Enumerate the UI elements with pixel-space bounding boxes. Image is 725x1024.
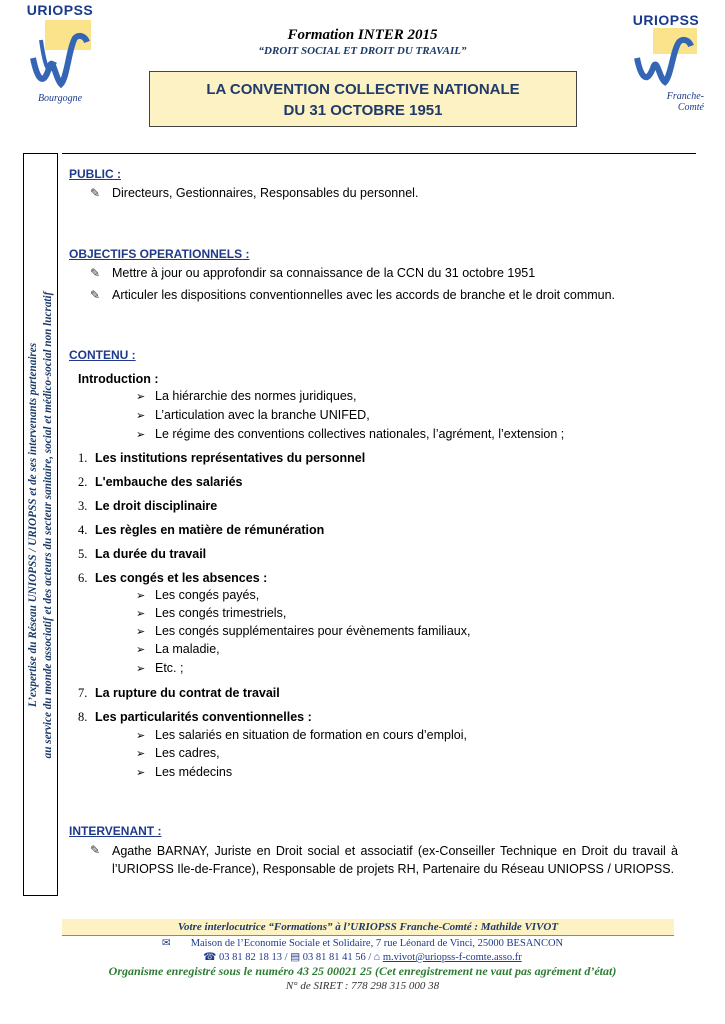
logo-brand: URIOPSS [26, 2, 94, 18]
section-number: 3. [78, 499, 88, 513]
intro-item: L’articulation avec la branche UNIFED, [155, 408, 370, 422]
pen-icon: ✎ [90, 266, 101, 280]
objectifs-heading-colon: : [242, 247, 250, 261]
conges-item: Les congés supplémentaires pour évènements familiaux, [155, 624, 471, 638]
footer-separator: / [284, 952, 288, 963]
section-title: Les congés et les absences : [95, 571, 268, 585]
intervenant-heading-text: INTERVENANT : [69, 824, 162, 838]
conges-item: Les congés payés, [155, 588, 260, 602]
logo-region-line2: Comté [677, 102, 704, 113]
section-title: La durée du travail [95, 547, 207, 561]
logo-region: Bourgogne [37, 93, 83, 104]
intro-item: Le régime des conventions collectives nationales, l’agrément, l’extension ; [155, 427, 565, 441]
section-title: Les institutions représentatives du personnel [95, 451, 366, 465]
section-number: 1. [78, 451, 88, 465]
footer-contact-line [0, 951, 725, 963]
section-title: Le droit disciplinaire [95, 499, 218, 513]
footer-siret: N° de SIRET : 778 298 315 000 38 [285, 980, 440, 992]
footer-email-link[interactable]: m.vivot@uriopss-f-comte.asso.fr [382, 952, 522, 963]
introduction-heading: Introduction : [78, 372, 159, 386]
footer-contact-bar [62, 919, 674, 936]
pen-icon: ✎ [90, 186, 101, 200]
arrow-right-icon: ➢ [136, 590, 146, 602]
particularites-item: Les médecins [155, 765, 233, 779]
intervenant-text: Agathe BARNAY, Juriste en Droit social et associatif (ex-Conseiller Technique en Droit du travail à l’URIOPSS Ile-de-France), Responsable de projets RH, Partenaire du Réseau UNIOPSS / URIOPSS. [112, 844, 678, 876]
section-title: Les règles en matière de rémunération [95, 523, 325, 537]
sidebar-line1: L’expertise du Réseau UNIOPSS / URIOPSS et de ses intervenants partenaires [26, 342, 39, 707]
footer-contact: Votre interlocutrice “Formations” à l’URIOPSS Franche-Comté : Mathilde VIVOT [177, 921, 559, 933]
objectif-item: Articuler les dispositions conventionnelles avec les accords de branche et le droit commun. [112, 288, 616, 302]
envelope-icon: ✉ [161, 938, 171, 949]
intervenant-heading [69, 824, 161, 838]
section-number: 7. [78, 686, 88, 700]
footer-separator: / [368, 952, 372, 963]
conges-item: Les congés trimestriels, [155, 606, 287, 620]
page-title-line1: LA CONVENTION COLLECTIVE NATIONALE [206, 81, 520, 98]
arrow-right-icon: ➢ [136, 391, 146, 403]
footer-registration: Organisme enregistré sous le numéro 43 25 00021 25 (Cet enregistrement ne vaut pas agrément d’état) [108, 964, 617, 978]
arrow-right-icon: ➢ [136, 663, 146, 675]
mouse-icon: ⌂ [373, 952, 381, 963]
particularites-item: Les salariés en situation de formation en cours d’emploi, [155, 728, 467, 742]
sidebar-line2: au service du monde associatif et des acteurs du secteur sanitaire, social et médico-social non lucratif [41, 291, 54, 758]
phone-icon: ☎ [203, 952, 217, 963]
conges-item: La maladie, [155, 642, 220, 656]
objectifs-heading-text: OBJECTIFS OPERATIONNELS [69, 247, 243, 261]
section-number: 4. [78, 523, 88, 537]
intro-item: La hiérarchie des normes juridiques, [155, 389, 357, 403]
pen-icon: ✎ [90, 843, 101, 857]
section-title: L'embauche des salariés [95, 475, 243, 489]
logo-brand: URIOPSS [632, 12, 700, 28]
section-title: Les particularités conventionnelles : [95, 710, 312, 724]
public-item: Directeurs, Gestionnaires, Responsables du personnel. [112, 186, 419, 200]
arrow-right-icon: ➢ [136, 730, 146, 742]
contenu-heading-text: CONTENU : [69, 348, 136, 362]
arrow-right-icon: ➢ [136, 644, 146, 656]
public-heading-text: PUBLIC : [69, 167, 121, 181]
public-heading [69, 167, 121, 181]
footer-phone: 03 81 82 18 13 [219, 952, 283, 963]
particularites-item: Les cadres, [155, 746, 220, 760]
arrow-right-icon: ➢ [136, 429, 146, 441]
section-number: 5. [78, 547, 88, 561]
page-title-line2: DU 31 OCTOBRE 1951 [283, 102, 443, 119]
sidebar-text [26, 175, 56, 875]
sidebar-banner [23, 153, 58, 896]
pen-icon: ✎ [90, 288, 101, 302]
title-box [149, 71, 577, 127]
conges-item: Etc. ; [155, 661, 184, 675]
header-course-name: “DROIT SOCIAL ET DROIT DU TRAVAIL” [258, 45, 467, 57]
section-title: La rupture du contrat de travail [95, 686, 280, 700]
objectif-item: Mettre à jour ou approfondir sa connaissance de la CCN du 31 octobre 1951 [112, 266, 536, 280]
header-subtitle: Formation INTER 2015 [287, 27, 438, 43]
arrow-right-icon: ➢ [136, 767, 146, 779]
printer-icon: ▤ [290, 952, 301, 963]
arrow-right-icon: ➢ [136, 748, 146, 760]
section-number: 8. [78, 710, 88, 724]
arrow-right-icon: ➢ [136, 626, 146, 638]
footer-address-line [0, 937, 725, 949]
arrow-right-icon: ➢ [136, 410, 146, 422]
logo-region-line1: Franche- [666, 91, 704, 102]
arrow-right-icon: ➢ [136, 608, 146, 620]
section-number: 2. [78, 475, 88, 489]
objectifs-heading [69, 247, 249, 261]
footer-fax: 03 81 81 41 56 [302, 952, 366, 963]
footer-address: Maison de l’Economie Sociale et Solidaire, 7 rue Léonard de Vinci, 25000 BESANCON [190, 938, 564, 949]
section-number: 6. [78, 571, 88, 585]
contenu-heading [69, 348, 136, 362]
